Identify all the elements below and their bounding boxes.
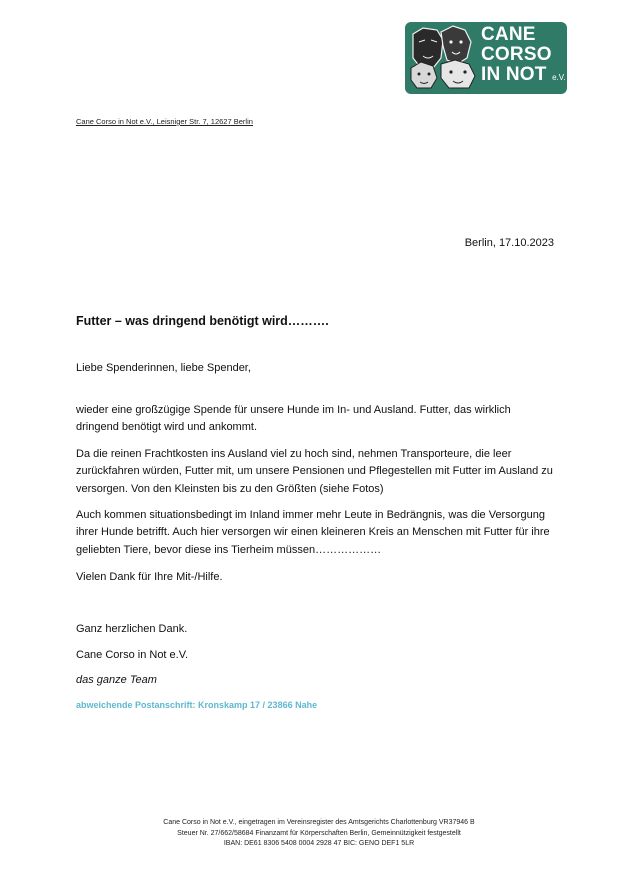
letter-footer bbox=[0, 818, 638, 850]
footer-line-3: IBAN: DE61 8306 5408 0004 2928 47 BIC: GENO DEF1 5LR bbox=[223, 840, 415, 847]
logo-line-1: CANE bbox=[481, 24, 536, 45]
closing-thanks: Ganz herzlichen Dank. bbox=[76, 623, 188, 635]
logo-line-3: IN NOT bbox=[481, 64, 547, 85]
paragraph-4: Vielen Dank für Ihre Mit-/Hilfe. bbox=[76, 571, 223, 583]
logo-line-2: CORSO bbox=[481, 44, 552, 65]
dog-heads-icon bbox=[407, 24, 481, 92]
alternate-postal-address: abweichende Postanschrift: Kronskamp 17 / 23866 Nahe bbox=[76, 700, 318, 710]
paragraph-2: Da die reinen Frachtkosten ins Ausland viel zu hoch sind, nehmen Transporteure, die leer zurückfahren würden, Futter mit, um unsere Pensionen und Pflegestellen mit Futter im Ausland zu versorgen. Von den Kleinsten bis zu den Größten (siehe Fotos) bbox=[76, 448, 553, 495]
paragraph-1: wieder eine großzügige Spende für unsere Hunde im In- und Ausland. Futter, das wirklich dringend benötigt wird und ankommt. bbox=[76, 404, 511, 434]
closing-team: das ganze Team bbox=[76, 674, 157, 686]
sender-address-line: Cane Corso in Not e.V., Leisniger Str. 7, 12627 Berlin bbox=[76, 117, 253, 126]
salutation: Liebe Spenderinnen, liebe Spender, bbox=[76, 362, 251, 374]
footer-line-1: Cane Corso in Not e.V., eingetragen im Vereinsregister des Amtsgerichts Charlottenburg VR37946 B bbox=[163, 819, 475, 826]
logo-wordmark bbox=[481, 25, 566, 88]
footer-line-2: Steuer Nr. 27/662/58684 Finanzamt für Körperschaften Berlin, Gemeinnützigkeit festgestellt bbox=[177, 829, 461, 837]
paragraph-3: Auch kommen situationsbedingt im Inland immer mehr Leute in Bedrängnis, was die Versorgung ihrer Hunde betrifft. Auch hier versorgen wir einen kleineren Kreis an Menschen mit Futter für ihre geliebten Tiere, bevor diese ins Tierheim müssen……………… bbox=[76, 509, 550, 556]
letter-subject: Futter – was dringend benötigt wird………. bbox=[76, 314, 329, 328]
cane-corso-logo bbox=[405, 22, 567, 94]
letter-date: Berlin, 17.10.2023 bbox=[464, 237, 554, 249]
logo-suffix: e.V. bbox=[552, 73, 566, 82]
closing-organization: Cane Corso in Not e.V. bbox=[76, 649, 189, 661]
